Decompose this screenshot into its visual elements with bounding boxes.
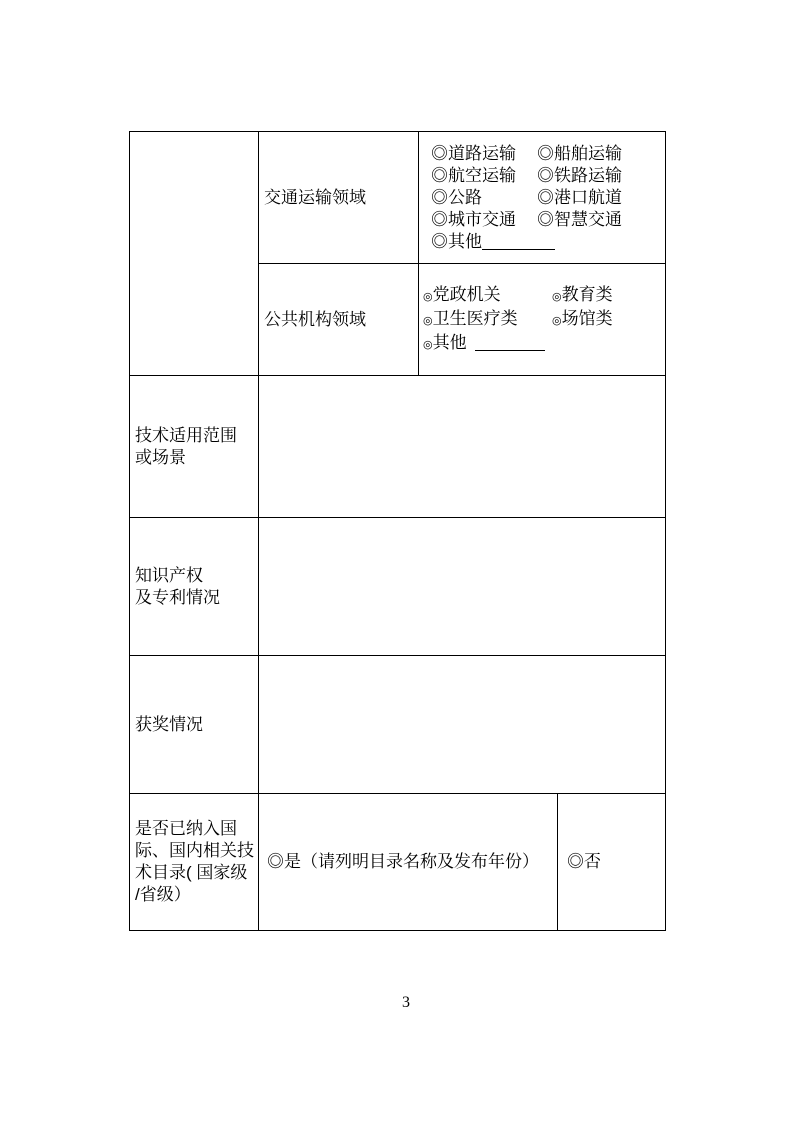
radio-icon: ◎	[537, 165, 554, 185]
row-awards	[130, 656, 666, 794]
radio-icon: ◎	[567, 852, 584, 871]
radio-icon: ◎	[552, 290, 562, 303]
option-label: 智慧交通	[554, 209, 622, 229]
fill-in-blank-line[interactable]	[475, 347, 545, 351]
radio-icon: ◎	[431, 231, 448, 251]
ip-patents-input-cell[interactable]	[259, 518, 666, 656]
option-party-gov-organ[interactable]	[423, 284, 552, 308]
option-line	[431, 165, 665, 187]
option-line	[423, 308, 665, 332]
catalog-label-line4: /省级）	[135, 885, 191, 904]
option-label: 港口航道	[554, 187, 622, 207]
option-label: 其他	[448, 231, 482, 251]
public-inst-field-label-cell	[259, 264, 419, 376]
form-table	[129, 131, 666, 931]
option-highway[interactable]	[431, 187, 537, 209]
radio-icon: ◎	[537, 143, 554, 163]
option-line	[431, 231, 665, 253]
option-label: 铁路运输	[554, 165, 622, 185]
option-label: 场馆类	[561, 308, 613, 328]
radio-icon: ◎	[537, 209, 554, 229]
radio-icon: ◎	[537, 187, 554, 207]
page-number: 3	[402, 994, 410, 1011]
option-line	[423, 332, 665, 356]
radio-icon: ◎	[431, 187, 448, 207]
radio-icon: ◎	[423, 290, 433, 303]
public-inst-field-label: 公共机构领域	[264, 309, 366, 329]
option-air-transport[interactable]	[431, 165, 537, 187]
row-catalog-inclusion	[130, 794, 666, 931]
row-transport-field	[130, 132, 666, 264]
option-rail-transport[interactable]	[537, 166, 622, 185]
option-label: 否	[584, 852, 601, 871]
ip-patents-label-line2: 及专利情况	[135, 587, 220, 607]
tech-scope-label-line1: 技术适用范围	[135, 425, 237, 445]
radio-icon: ◎	[431, 209, 448, 229]
option-other-transport[interactable]	[431, 232, 482, 251]
option-label: 教育类	[561, 284, 613, 304]
option-other-public-inst[interactable]	[423, 333, 467, 352]
row-tech-scope	[130, 376, 666, 518]
catalog-label-line3: 术目录( 国家级	[135, 863, 248, 882]
field-category-empty-cell[interactable]	[130, 132, 259, 376]
option-label: 卫生医疗类	[432, 308, 518, 328]
radio-icon: ◎	[423, 314, 433, 327]
catalog-no-cell	[558, 794, 666, 931]
option-line	[431, 143, 665, 165]
tech-scope-input-cell[interactable]	[259, 376, 666, 518]
option-label: 船舶运输	[554, 143, 622, 163]
catalog-yes-cell	[259, 794, 558, 931]
option-label: 航空运输	[448, 165, 516, 185]
awards-label: 获奖情况	[135, 714, 203, 734]
option-urban-transport[interactable]	[431, 209, 537, 231]
radio-icon: ◎	[431, 165, 448, 185]
option-label: 道路运输	[448, 143, 516, 163]
option-label: 党政机关	[432, 284, 501, 304]
option-line	[431, 209, 665, 231]
option-smart-transport[interactable]	[537, 210, 622, 229]
awards-input-cell[interactable]	[259, 656, 666, 794]
option-catalog-yes[interactable]	[267, 852, 539, 871]
tech-scope-label-cell	[130, 376, 259, 518]
public-inst-options-cell	[419, 264, 666, 376]
radio-icon: ◎	[267, 852, 284, 871]
option-venues[interactable]	[552, 309, 613, 328]
option-label: 公路	[448, 187, 482, 207]
catalog-label-line2: 际、国内相关技	[135, 841, 254, 860]
catalog-label-line1: 是否已纳入国	[135, 819, 237, 838]
fill-in-blank-line[interactable]	[482, 246, 555, 250]
awards-label-cell	[130, 656, 259, 794]
radio-icon: ◎	[552, 314, 562, 327]
ip-patents-label-line1: 知识产权	[135, 565, 203, 585]
option-label: 其他	[432, 332, 467, 352]
option-catalog-no[interactable]	[567, 852, 601, 871]
option-ship-transport[interactable]	[537, 144, 622, 163]
transport-field-label-cell	[259, 132, 419, 264]
transport-field-label: 交通运输领域	[264, 187, 366, 207]
option-line	[431, 187, 665, 209]
option-label: 是（请列明目录名称及发布年份）	[284, 852, 539, 871]
ip-patents-label-cell	[130, 518, 259, 656]
option-health-medical[interactable]	[423, 308, 552, 332]
option-line	[423, 284, 665, 308]
radio-icon: ◎	[431, 143, 448, 163]
option-port-channel[interactable]	[537, 188, 622, 207]
transport-options-cell	[419, 132, 666, 264]
option-road-transport[interactable]	[431, 143, 537, 165]
radio-icon: ◎	[423, 338, 433, 351]
catalog-label-cell	[130, 794, 259, 931]
tech-scope-label-line2: 或场景	[135, 447, 186, 467]
option-label: 城市交通	[448, 209, 516, 229]
row-ip-patents	[130, 518, 666, 656]
option-education[interactable]	[552, 285, 613, 304]
